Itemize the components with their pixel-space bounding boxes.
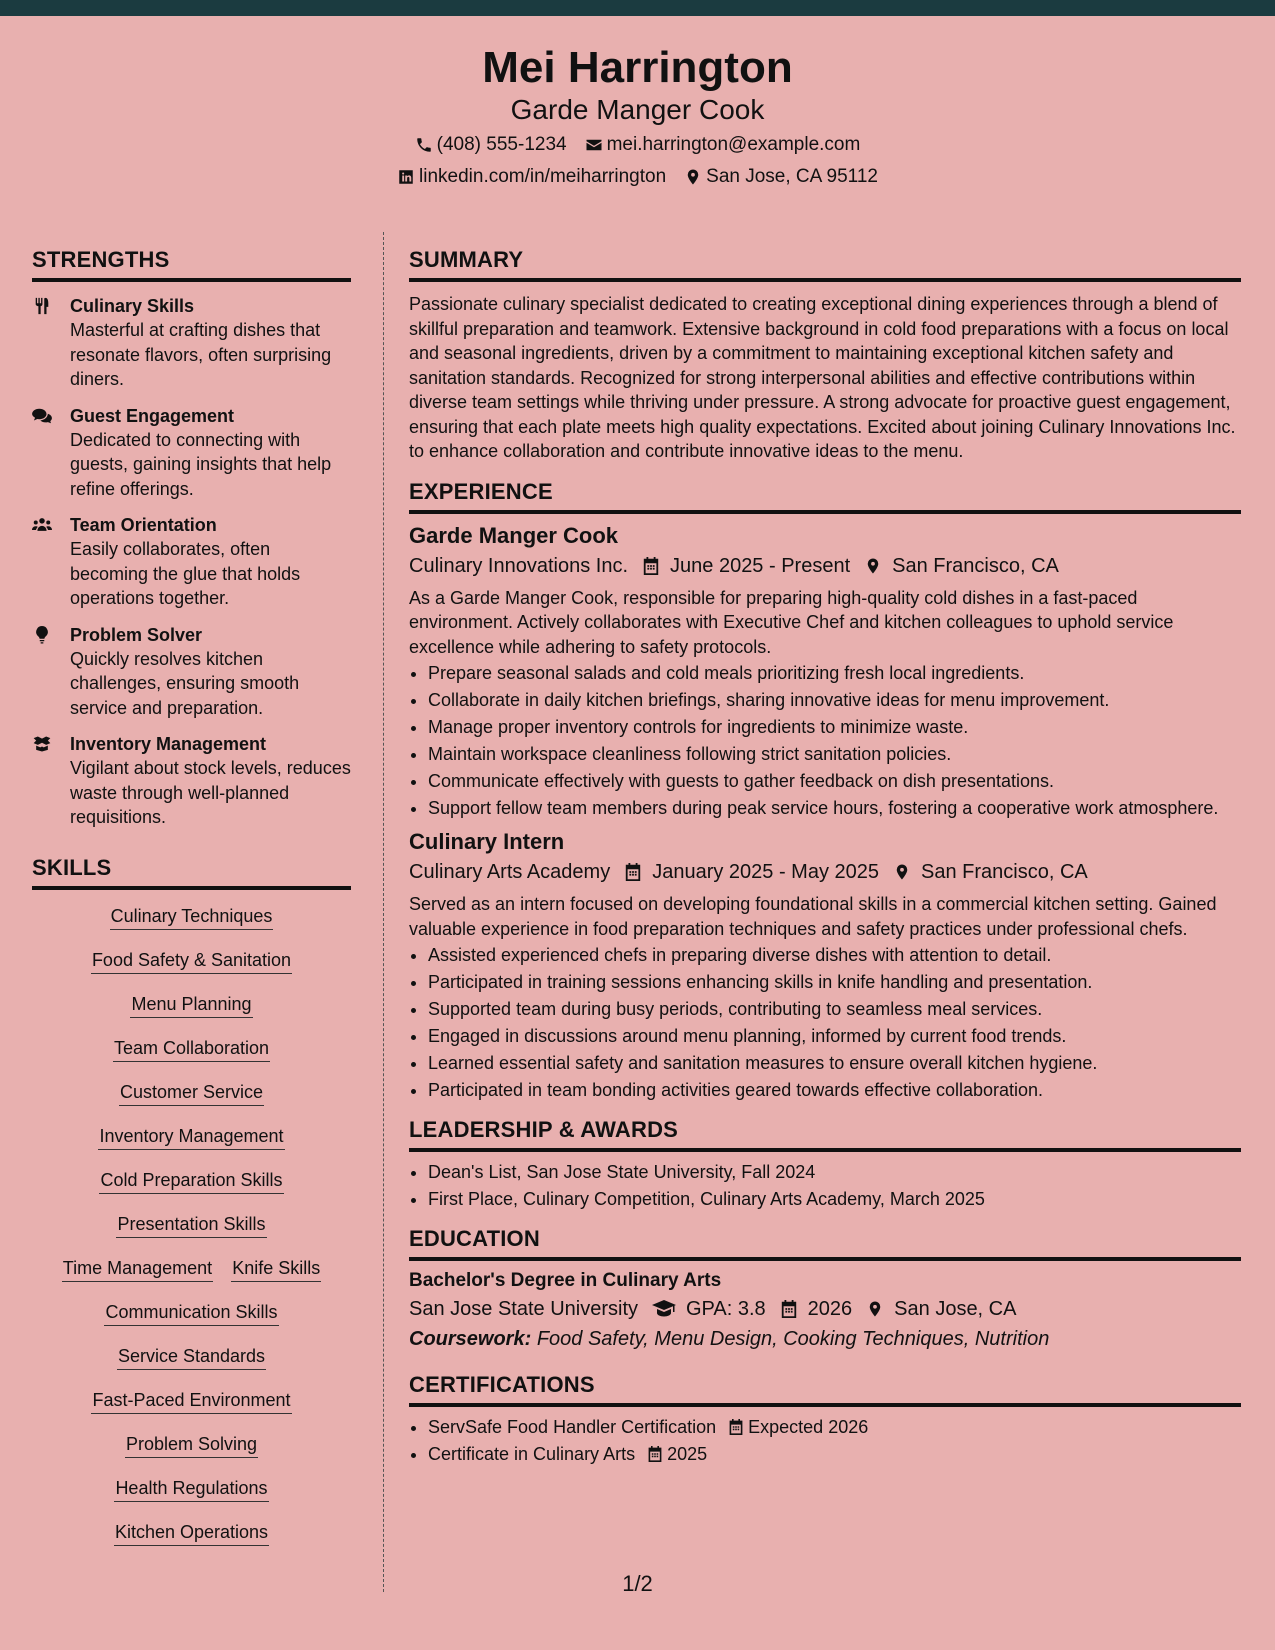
map-marker-icon: [866, 1300, 884, 1318]
bullet-item: • Communicate effectively with guests to gather feedback on dish presentations.: [428, 769, 1241, 793]
job-title: Garde Manger Cook: [409, 522, 619, 548]
job-description: As a Garde Manger Cook, responsible for preparing high-quality cold dishes in a fast-paced environment. Actively collaborates with Executive Chef and kitchen colleagues to uphold service excellence while adhering to safety protocols.: [409, 587, 1174, 657]
job-bullets: [428, 943, 1241, 1102]
bullet-item: • Maintain workspace cleanliness following strict sanitation policies.: [428, 742, 1241, 766]
phone-text: (408) 555-1234: [436, 134, 567, 155]
cert-date: Expected 2026: [748, 1417, 869, 1437]
skill-tag: Customer Service: [119, 1080, 264, 1106]
utensils-icon: [32, 297, 52, 315]
candidate-name: Mei Harrington: [482, 43, 793, 92]
certifications-list: [428, 1415, 1241, 1466]
bullet-item: • Engaged in discussions around menu planning, informed by current food trends.: [428, 1024, 1241, 1048]
summary-text: Passionate culinary specialist dedicated to creating exceptional dining experiences through a blend of skillful preparation and teamwork. Extensive background in cold food preparations with a focus on local and seasonal ingredients, driven by a commitment to maintaining exceptional kitchen safety and sanitation standards. Recognized for strong interpersonal abilities and effective contributions within diverse team settings while thriving under pressure. A strong advocate for proactive guest engagement, ensuring that each plate meets high quality expectations. Excited about joining Culinary Innovations Inc. to enhance collaboration and contribute innovative ideas to the menu.: [409, 294, 1236, 461]
location-text: San Jose, CA 95112: [706, 166, 878, 187]
location-contact: [684, 165, 878, 189]
bullet-item: • Prepare seasonal salads and cold meals prioritizing fresh local ingredients.: [428, 661, 1241, 685]
skill-tag: Service Standards: [117, 1344, 266, 1370]
cert-name: • Certificate in Culinary Arts: [428, 1444, 636, 1464]
skill-tag: Cold Preparation Skills: [99, 1168, 283, 1194]
education-meta: [409, 1295, 1241, 1323]
school-name: San Jose State University: [409, 1298, 638, 1320]
lightbulb-icon: [32, 626, 52, 644]
bullet-item: • Support fellow team members during peak service hours, fostering a cooperative work atmosphere.: [428, 796, 1241, 820]
skill-tag: Health Regulations: [114, 1476, 268, 1502]
strength-item: [32, 732, 351, 830]
skill-tag: Culinary Techniques: [110, 904, 274, 930]
skill-tag: Presentation Skills: [116, 1212, 266, 1238]
summary-heading: SUMMARY: [409, 244, 1241, 282]
strength-title: Guest Engagement: [70, 405, 235, 426]
linkedin-text: linkedin.com/in/meiharrington: [419, 166, 667, 187]
linkedin-contact[interactable]: [397, 165, 666, 189]
job-entry: [409, 828, 1241, 1102]
candidate-role: Garde Manger Cook: [510, 94, 765, 125]
strength-desc: Masterful at crafting dishes that resonate flavors, often surprising diners.: [70, 320, 332, 389]
job-description: Served as an intern focused on developing foundational skills in a commercial kitchen setting. Gained valuable experience in food preparation techniques and safety practices under professional chefs.: [409, 894, 1217, 939]
job-company: Culinary Arts Academy: [409, 861, 611, 883]
top-bar: [0, 0, 1275, 16]
strength-title: Problem Solver: [70, 624, 203, 645]
strength-title: Culinary Skills: [70, 296, 195, 316]
job-location: San Francisco, CA: [892, 554, 1059, 577]
skill-tag: Food Safety & Sanitation: [91, 948, 292, 974]
job-entry: [409, 522, 1241, 821]
map-marker-icon: [864, 557, 882, 575]
calendar-icon: [642, 557, 660, 575]
graduation-cap-icon: [652, 1300, 676, 1318]
users-icon: [32, 516, 52, 534]
awards-list: [428, 1160, 1241, 1211]
skill-tag: Inventory Management: [98, 1124, 284, 1150]
resume-header: [0, 16, 1275, 204]
bullet-item: • Participated in training sessions enhancing skills in knife handling and presentation.: [428, 970, 1241, 994]
calendar-icon: [624, 863, 642, 881]
strength-desc: Dedicated to connecting with guests, gaining insights that help refine offerings.: [70, 429, 332, 499]
award-item: • First Place, Culinary Competition, Culinary Arts Academy, March 2025: [428, 1187, 1241, 1211]
coursework-label: Coursework:: [409, 1328, 532, 1350]
skills-heading: SKILLS: [32, 852, 351, 890]
strength-title: Inventory Management: [70, 734, 267, 754]
coursework-text: Food Safety, Menu Design, Cooking Techniques, Nutrition: [536, 1328, 1050, 1350]
linkedin-icon: [397, 168, 415, 186]
calendar-icon: [647, 1446, 663, 1462]
bullet-item: • Collaborate in daily kitchen briefings, sharing innovative ideas for menu improvement.: [428, 688, 1241, 712]
strength-item: [32, 513, 351, 611]
contact-row-1: [0, 133, 1275, 157]
strength-item: [32, 294, 351, 392]
skill-tag: Menu Planning: [130, 992, 252, 1018]
skill-tag: Fast-Paced Environment: [91, 1388, 291, 1414]
job-title: Culinary Intern: [409, 829, 565, 854]
coursework: [409, 1325, 1241, 1353]
strengths-heading: STRENGTHS: [32, 244, 351, 282]
phone-icon: [415, 136, 433, 154]
skill-tag: Communication Skills: [104, 1300, 278, 1326]
job-bullets: [428, 661, 1241, 820]
left-column: [32, 244, 351, 1564]
box-icon: [32, 735, 52, 753]
skills-list: [32, 904, 351, 1546]
cert-date: 2025: [667, 1444, 708, 1464]
job-meta: [409, 858, 1241, 886]
job-company: Culinary Innovations Inc.: [409, 554, 629, 577]
strength-desc: Vigilant about stock levels, reduces waste through well-planned requisitions.: [70, 758, 351, 827]
map-marker-icon: [684, 168, 702, 186]
email-contact[interactable]: [585, 133, 861, 157]
grad-year: 2026: [807, 1298, 853, 1320]
envelope-icon: [585, 136, 603, 154]
job-meta: [409, 552, 1241, 580]
column-divider: [383, 232, 384, 1592]
cert-name: • ServSafe Food Handler Certification: [428, 1417, 717, 1437]
skill-tag: Kitchen Operations: [114, 1520, 269, 1546]
certifications-heading: CERTIFICATIONS: [409, 1369, 1241, 1407]
gpa-text: GPA: 3.8: [686, 1298, 766, 1320]
strength-desc: Quickly resolves kitchen challenges, ensuring smooth service and preparation.: [70, 648, 300, 718]
bullet-item: • Assisted experienced chefs in preparing diverse dishes with attention to detail.: [428, 943, 1241, 967]
degree-title: Bachelor's Degree in Culinary Arts: [409, 1270, 722, 1291]
job-dates: January 2025 - May 2025: [652, 861, 880, 883]
skill-tag: Time Management: [62, 1256, 213, 1282]
contact-row-2: [0, 165, 1275, 189]
strength-item: [32, 623, 351, 721]
bullet-item: • Supported team during busy periods, contributing to seamless meal services.: [428, 997, 1241, 1021]
bullet-item: • Participated in team bonding activities geared towards effective collaboration.: [428, 1078, 1241, 1102]
map-marker-icon: [893, 863, 911, 881]
calendar-icon: [728, 1419, 744, 1435]
job-location: San Francisco, CA: [921, 861, 1088, 883]
right-column: [409, 244, 1241, 1469]
education-location: San Jose, CA: [894, 1298, 1017, 1320]
bullet-item: • Manage proper inventory controls for ingredients to minimize waste.: [428, 715, 1241, 739]
comments-icon: [32, 407, 52, 425]
cert-item: [428, 1442, 1241, 1466]
experience-heading: EXPERIENCE: [409, 476, 1241, 514]
skill-tag: Team Collaboration: [113, 1036, 270, 1062]
cert-item: [428, 1415, 1241, 1439]
skill-tag: Problem Solving: [125, 1432, 258, 1458]
awards-heading: LEADERSHIP & AWARDS: [409, 1114, 1241, 1152]
strength-desc: Easily collaborates, often becoming the glue that holds operations together.: [70, 539, 301, 608]
strength-item: [32, 404, 351, 502]
email-text: mei.harrington@example.com: [606, 134, 861, 155]
skill-tag: Knife Skills: [231, 1256, 321, 1282]
strength-title: Team Orientation: [70, 515, 217, 535]
education-heading: EDUCATION: [409, 1223, 1241, 1261]
bullet-item: • Learned essential safety and sanitation measures to ensure overall kitchen hygiene.: [428, 1051, 1241, 1075]
job-dates: June 2025 - Present: [670, 554, 851, 577]
award-item: • Dean's List, San Jose State University, Fall 2024: [428, 1160, 1241, 1184]
calendar-icon: [780, 1300, 798, 1318]
phone-contact[interactable]: [415, 133, 567, 157]
page-number: 1/2: [622, 1571, 653, 1596]
